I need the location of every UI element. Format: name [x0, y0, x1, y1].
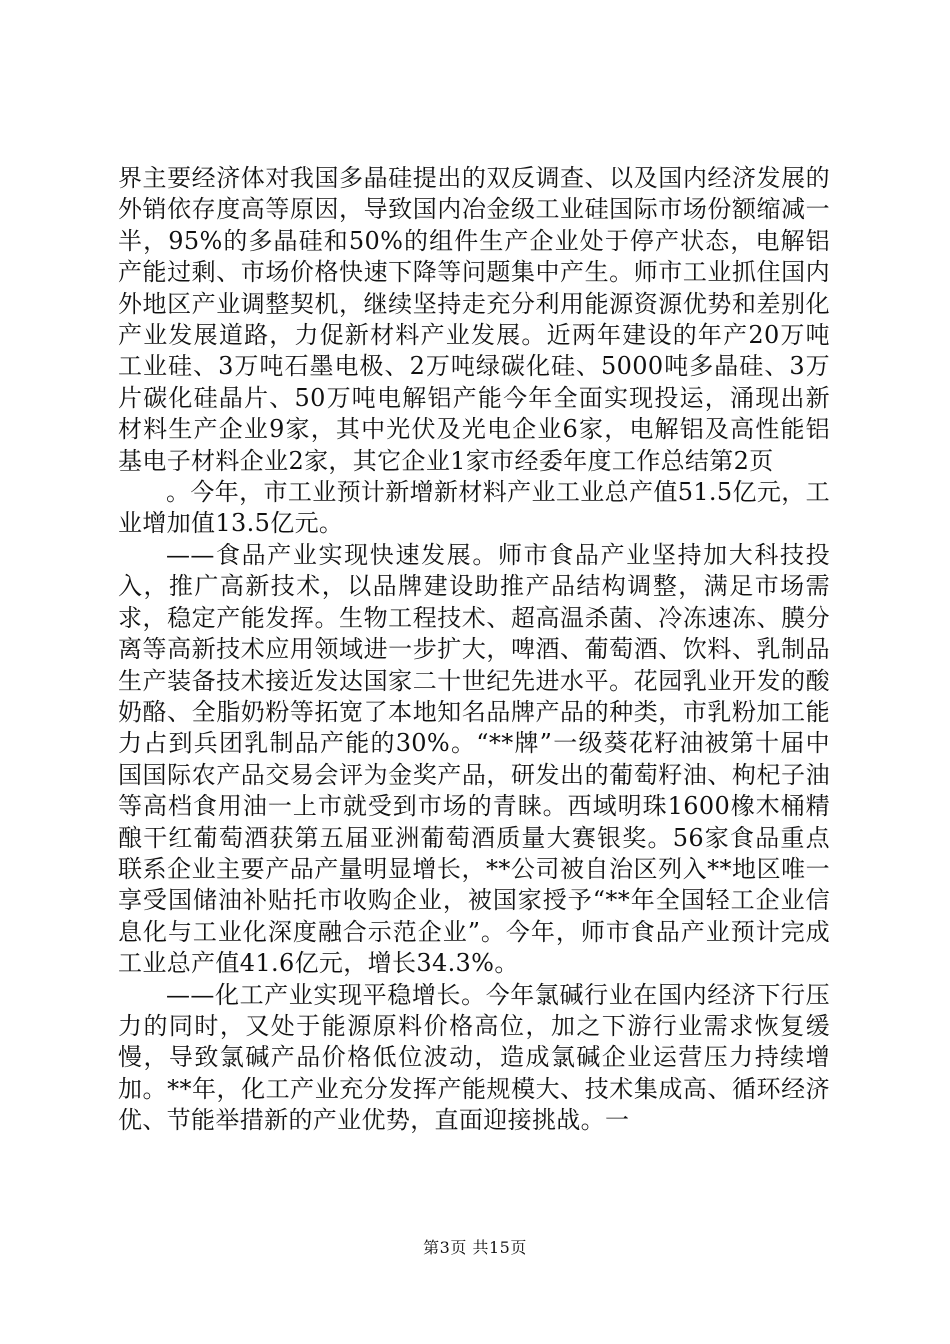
paragraph-food-industry: ——食品产业实现快速发展。师市食品产业坚持加大科技投入，推广高新技术，以品牌建设助推产品结构调整，满足市场需求，稳定产能发挥。生物工程技术、超高温杀菌、冷冻速冻、膜分离等高新技术应用领域进一步扩大，啤酒、葡萄酒、饮料、乳制品生产装备技术接近发达国家二十世纪先进水平。花园乳业开发的酸奶酪、全脂奶粉等拓宽了本地知名品牌产品的种类，市乳粉加工能力占到兵团乳制品产能的30%。“**牌”一级葵花籽油被第十届中国国际农产品交易会评为金奖产品，研发出的葡萄籽油、枸杞子油等高档食用油一上市就受到市场的青睐。西域明珠1600橡木桶精酿干红葡萄酒获第五届亚洲葡萄酒质量大赛银奖。56家食品重点联系企业主要产品产量明显增长，**公司被自治区列入**地区唯一享受国储油补贴托市收购企业，被国家授予“**年全国轻工企业信息化与工业化深度融合示范企业”。今年，师市食品产业预计完成工业总产值41.6亿元，增长34.3%。 [118, 540, 830, 978]
paragraph-new-materials: 界主要经济体对我国多晶硅提出的双反调查、以及国内经济发展的外销依存度高等原因，导致国内冶金级工业硅国际市场份额缩减一半，95%的多晶硅和50%的组件生产企业处于停产状态，电解铝产能过剩、市场价格快速下降等问题集中产生。师市工业抓住国内外地区产业调整契机，继续坚持走充分利用能源资源优势和差别化产业发展道路，力促新材料产业发展。近两年建设的年产20万吨工业硅、3万吨石墨电极、2万吨绿碳化硅、5000吨多晶硅、3万片碳化硅晶片、50万吨电解铝产能今年全面实现投运，涌现出新材料生产企业9家，其中光伏及光电企业6家，电解铝及高性能铝基电子材料企业2家，其它企业1家市经委年度工作总结第2页 [118, 164, 830, 475]
page-number: 第3页 [423, 1238, 467, 1257]
document-body [118, 163, 830, 1137]
paragraph-new-materials-output: 。今年，市工业预计新增新材料产业工业总产值51.5亿元，工业增加值13.5亿元。 [118, 478, 830, 538]
page-total: 共15页 [472, 1238, 527, 1257]
paragraph-chemical-industry: ——化工产业实现平稳增长。今年氯碱行业在国内经济下行压力的同时，又处于能源原料价格高位，加之下游行业需求恢复缓慢，导致氯碱产品价格低位波动，造成氯碱企业运营压力持续增加。**年，化工产业充分发挥产能规模大、技术集成高、循环经济优、节能举措新的产业优势，直面迎接挑战。一 [118, 980, 830, 1135]
page-footer [0, 1238, 950, 1258]
